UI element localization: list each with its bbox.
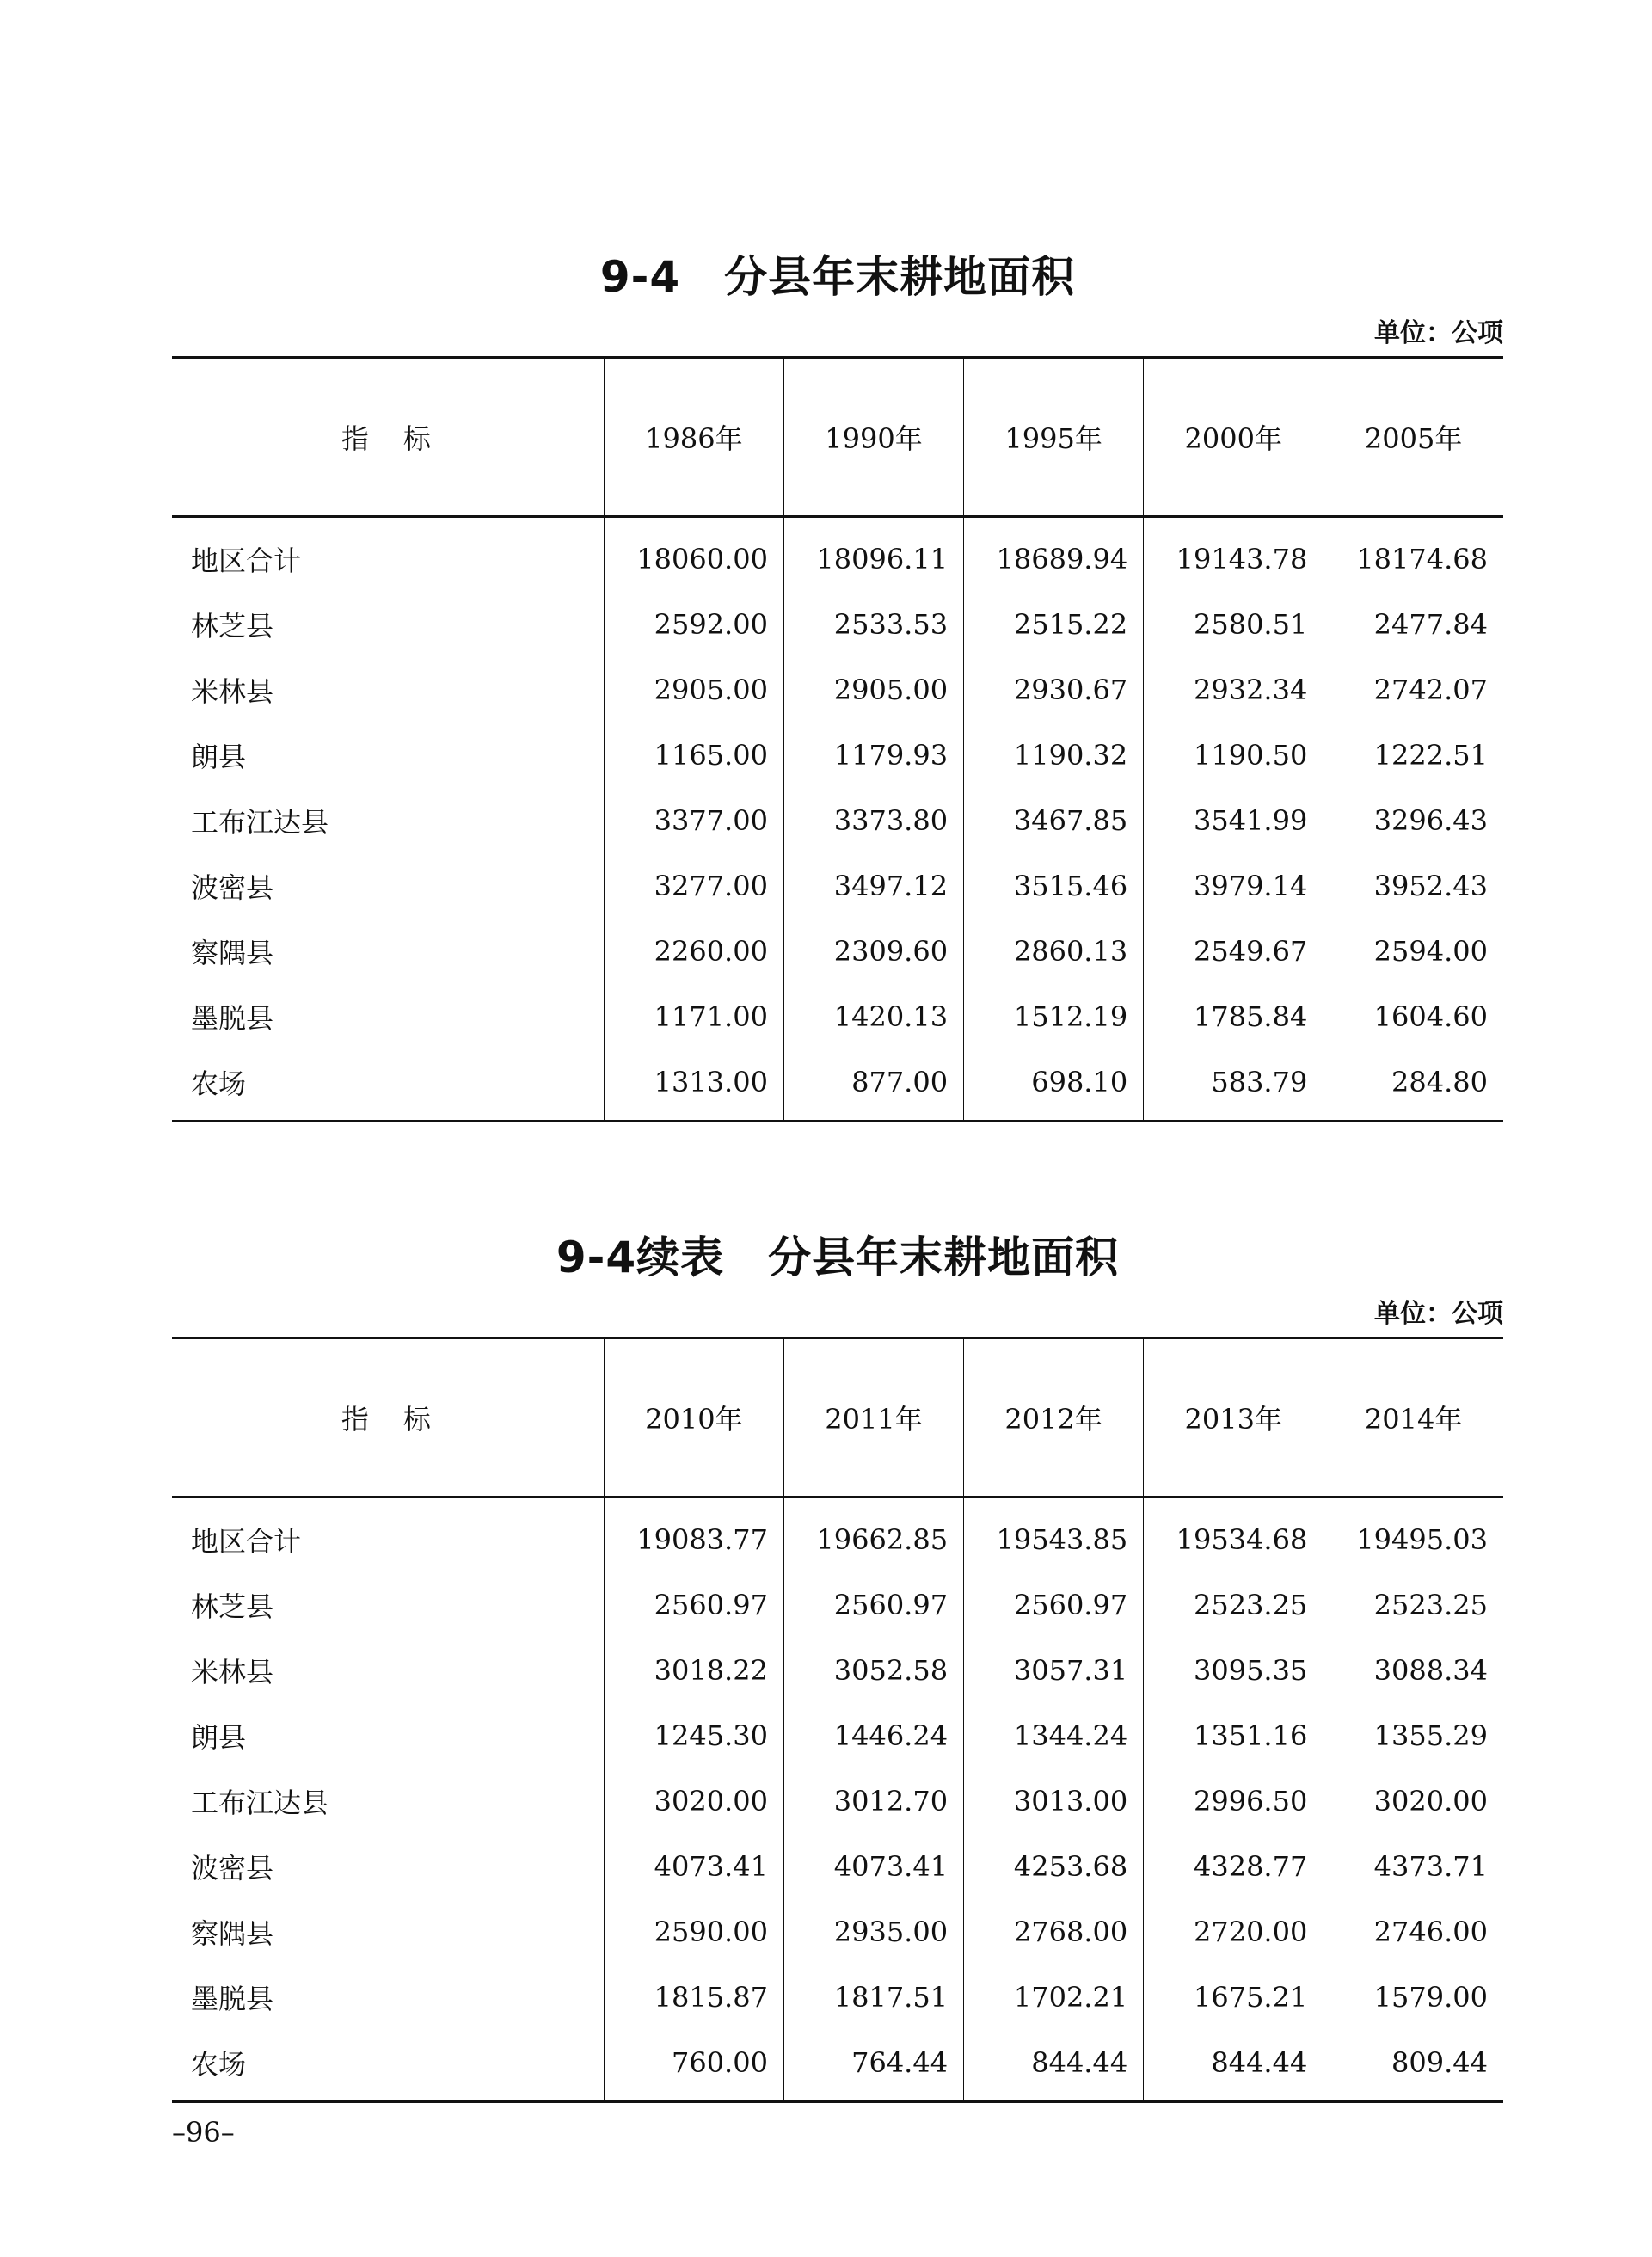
table-cell: 19543.85 — [964, 1497, 1144, 1573]
table-cell: 2523.25 — [1323, 1572, 1503, 1638]
table-cell: 19083.77 — [604, 1497, 783, 1573]
table-row — [172, 657, 1503, 723]
table-cell: 1190.32 — [964, 723, 1144, 788]
table-title: 9-4 分县年末耕地面积 — [599, 252, 1076, 302]
table-section-2010-2014 — [172, 1223, 1503, 2103]
header-year: 1995年 — [964, 358, 1144, 517]
table-row — [172, 853, 1503, 919]
table-cell: 3020.00 — [604, 1768, 783, 1834]
table-cell: 3277.00 — [604, 853, 783, 919]
table-cell: 1420.13 — [783, 984, 963, 1049]
table-row — [172, 984, 1503, 1049]
table-cell: 1245.30 — [604, 1703, 783, 1768]
table-cell: 3020.00 — [1323, 1768, 1503, 1834]
table-cell: 19534.68 — [1144, 1497, 1323, 1573]
table-cell: 2594.00 — [1323, 919, 1503, 984]
table-row — [172, 592, 1503, 657]
table-row — [172, 1572, 1503, 1638]
row-label: 地区合计 — [191, 1525, 302, 1558]
table-cell: 3541.99 — [1144, 788, 1323, 853]
table-row — [172, 1497, 1503, 1573]
row-label: 米林县 — [191, 675, 274, 708]
page-number: –96– — [172, 2116, 235, 2149]
row-label: 察隅县 — [191, 937, 274, 969]
table-cell: 2533.53 — [783, 592, 963, 657]
header-year: 1990年 — [783, 358, 963, 517]
table-cell: 698.10 — [964, 1049, 1144, 1122]
header-row — [172, 358, 1503, 517]
table-row — [172, 1768, 1503, 1834]
table-row — [172, 1899, 1503, 1965]
table-cell: 3952.43 — [1323, 853, 1503, 919]
table-cell: 4253.68 — [964, 1834, 1144, 1899]
table-cell: 1604.60 — [1323, 984, 1503, 1049]
table-body — [172, 517, 1503, 1122]
table-cell: 3013.00 — [964, 1768, 1144, 1834]
row-label: 农场 — [172, 2030, 604, 2102]
table-cell: 3373.80 — [783, 788, 963, 853]
row-label: 朗县 — [191, 741, 247, 773]
table-cell: 1313.00 — [604, 1049, 783, 1122]
table-cell: 3088.34 — [1323, 1638, 1503, 1703]
table-cell: 2592.00 — [604, 592, 783, 657]
row-label: 朗县 — [191, 1721, 247, 1754]
header-indicator: 指 标 — [172, 1338, 604, 1497]
table-cell: 583.79 — [1144, 1049, 1323, 1122]
table-row — [172, 788, 1503, 853]
table-cell: 18174.68 — [1323, 517, 1503, 593]
table-section-1986-2005 — [172, 243, 1503, 1122]
table-cell: 2930.67 — [964, 657, 1144, 723]
row-label: 墨脱县 — [191, 1002, 274, 1035]
header-year: 2011年 — [783, 1338, 963, 1497]
table-cell: 3515.46 — [964, 853, 1144, 919]
row-label: 察隅县 — [191, 1917, 274, 1950]
table-cell: 3296.43 — [1323, 788, 1503, 853]
table-cell: 3057.31 — [964, 1638, 1144, 1703]
table-cell: 809.44 — [1323, 2030, 1503, 2102]
table-title: 9-4续表 分县年末耕地面积 — [556, 1233, 1120, 1282]
table-cell: 18060.00 — [604, 517, 783, 593]
table-cell: 2477.84 — [1323, 592, 1503, 657]
table-cell: 4073.41 — [783, 1834, 963, 1899]
table-cell: 2905.00 — [783, 657, 963, 723]
table-cell: 3979.14 — [1144, 853, 1323, 919]
table-cell: 3018.22 — [604, 1638, 783, 1703]
table-cell: 2935.00 — [783, 1899, 963, 1965]
table-cell: 3012.70 — [783, 1768, 963, 1834]
table-cell: 284.80 — [1323, 1049, 1503, 1122]
table-cell: 3377.00 — [604, 788, 783, 853]
table-row — [172, 723, 1503, 788]
table-cell: 19662.85 — [783, 1497, 963, 1573]
table-cell: 4328.77 — [1144, 1834, 1323, 1899]
unit-label: 单位：公项 — [1374, 1299, 1503, 1329]
row-label: 林芝县 — [191, 1590, 274, 1623]
table-cell: 19495.03 — [1323, 1497, 1503, 1573]
table-cell: 2905.00 — [604, 657, 783, 723]
table-cell: 844.44 — [964, 2030, 1144, 2102]
table-cell: 2742.07 — [1323, 657, 1503, 723]
table-cell: 760.00 — [604, 2030, 783, 2102]
header-year: 2013年 — [1144, 1338, 1323, 1497]
table-body — [172, 1497, 1503, 2102]
table-cell: 2549.67 — [1144, 919, 1323, 984]
table-cell: 1165.00 — [604, 723, 783, 788]
header-year: 2010年 — [604, 1338, 783, 1497]
table-cell: 3052.58 — [783, 1638, 963, 1703]
row-label: 林芝县 — [191, 610, 274, 643]
table-cell: 1815.87 — [604, 1965, 783, 2030]
header-indicator: 指 标 — [172, 358, 604, 517]
row-label: 墨脱县 — [191, 1983, 274, 2015]
table-cell: 764.44 — [783, 2030, 963, 2102]
row-label: 地区合计 — [191, 544, 302, 577]
table-cell: 1351.16 — [1144, 1703, 1323, 1768]
unit-label: 单位：公项 — [1374, 318, 1503, 348]
table-cell: 3497.12 — [783, 853, 963, 919]
table-cell: 2560.97 — [964, 1572, 1144, 1638]
table-row — [172, 1049, 1503, 1122]
table-cell: 1817.51 — [783, 1965, 963, 2030]
row-label: 农场 — [172, 1049, 604, 1122]
table-row — [172, 2030, 1503, 2102]
data-table — [172, 356, 1503, 1122]
table-cell: 2515.22 — [964, 592, 1144, 657]
table-cell: 19143.78 — [1144, 517, 1323, 593]
table-row — [172, 1703, 1503, 1768]
header-year: 2005年 — [1323, 358, 1503, 517]
table-cell: 877.00 — [783, 1049, 963, 1122]
table-cell: 2560.97 — [783, 1572, 963, 1638]
table-cell: 3467.85 — [964, 788, 1144, 853]
table-row — [172, 919, 1503, 984]
table-cell: 1446.24 — [783, 1703, 963, 1768]
row-label: 米林县 — [191, 1656, 274, 1688]
table-cell: 18689.94 — [964, 517, 1144, 593]
table-cell: 1785.84 — [1144, 984, 1323, 1049]
table-cell: 2309.60 — [783, 919, 963, 984]
table-cell: 4373.71 — [1323, 1834, 1503, 1899]
table-cell: 2996.50 — [1144, 1768, 1323, 1834]
table-cell: 844.44 — [1144, 2030, 1323, 2102]
table-cell: 1355.29 — [1323, 1703, 1503, 1768]
table-cell: 2860.13 — [964, 919, 1144, 984]
table-row — [172, 517, 1503, 593]
table-cell: 1512.19 — [964, 984, 1144, 1049]
table-cell: 1222.51 — [1323, 723, 1503, 788]
table-cell: 1179.93 — [783, 723, 963, 788]
table-cell: 3095.35 — [1144, 1638, 1323, 1703]
table-cell: 2260.00 — [604, 919, 783, 984]
table-cell: 2523.25 — [1144, 1572, 1323, 1638]
header-year: 2012年 — [964, 1338, 1144, 1497]
table-cell: 2932.34 — [1144, 657, 1323, 723]
header-year: 1986年 — [604, 358, 783, 517]
table-cell: 1190.50 — [1144, 723, 1323, 788]
row-label: 波密县 — [191, 1852, 274, 1885]
data-table — [172, 1337, 1503, 2103]
table-cell: 1344.24 — [964, 1703, 1144, 1768]
table-cell: 2768.00 — [964, 1899, 1144, 1965]
row-label: 波密县 — [191, 871, 274, 904]
table-cell: 1675.21 — [1144, 1965, 1323, 2030]
header-year: 2000年 — [1144, 358, 1323, 517]
table-cell: 4073.41 — [604, 1834, 783, 1899]
table-cell: 18096.11 — [783, 517, 963, 593]
header-year: 2014年 — [1323, 1338, 1503, 1497]
row-label: 工布江达县 — [191, 806, 329, 839]
table-cell: 2560.97 — [604, 1572, 783, 1638]
table-row — [172, 1638, 1503, 1703]
table-cell: 2580.51 — [1144, 592, 1323, 657]
header-row — [172, 1338, 1503, 1497]
row-label: 工布江达县 — [191, 1787, 329, 1819]
table-cell: 1702.21 — [964, 1965, 1144, 2030]
table-cell: 1171.00 — [604, 984, 783, 1049]
table-cell: 1579.00 — [1323, 1965, 1503, 2030]
table-row — [172, 1965, 1503, 2030]
table-cell: 2590.00 — [604, 1899, 783, 1965]
table-cell: 2746.00 — [1323, 1899, 1503, 1965]
table-row — [172, 1834, 1503, 1899]
table-cell: 2720.00 — [1144, 1899, 1323, 1965]
